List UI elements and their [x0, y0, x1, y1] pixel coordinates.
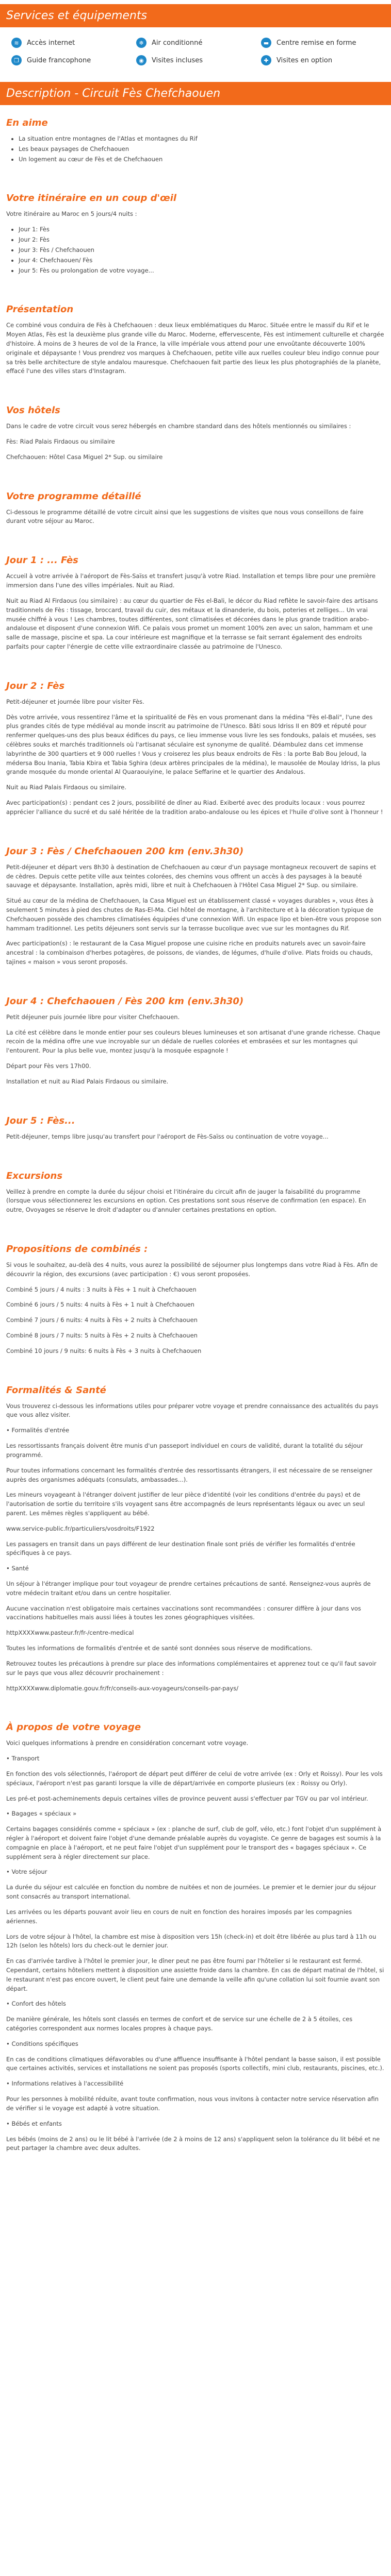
paragraph: Fès: Riad Palais Firdaous ou similaire [6, 438, 115, 445]
paragraph: Chefchaouen: Hôtel Casa Miguel 2* Sup. ou similaire [6, 453, 163, 461]
paragraph: Les ressortissants français doivent être munis d'un passeport individuel en cours de validité, durant la totalité du séjour programmé. [6, 1442, 363, 1459]
paragraph: Voici quelques informations à prendre en considération concernant votre voyage. [6, 1739, 249, 1747]
paragraph: Dès votre arrivée, vous ressentirez l'âme et la spiritualité de Fès en vous promenant dans la médina "Fès el-Bali", l'une des plus grandes cités de type médiéval au monde inscrit au patrimoine de l'Unesco. Bâti sous Idriss II en 809 et réputé pour renfermer quelques-uns des plus beaux édifices du pays, ce lieu immense vous livre les ses fondouks, palais et musées, ses célèbres souks et marchés traditionnels où l'artisanat séculaire est synonyme de qualité. Déambulez dans cet immense labyrinthe de 300 quartiers et 9 000 ruelles ! Vous y croiserez les plus beaux endroits de Fès : la porte Bab Bou Jeloud, la médersa Bou Inania, Tabia Kbira et Tabia Sghira (deux artères principales de la médina), le mausolée de Moulay Idriss, la plus grande mosquée du monde oriental Al Quaraouiyine, le palace Seffarine et le quartier des Andalous. [6, 713, 380, 776]
list-item: • Jour 2: Fès [19, 235, 385, 245]
section-content [0, 1188, 391, 1231]
section-heading: En aime [6, 117, 48, 128]
paragraph: Les bébés (moins de 2 ans) ou le lit bébé à l'arrivée (de 2 à moins de 12 ans) s'appliquent selon la tolérance du lit bébé et ne peut partager la chambre avec deux adultes. [6, 2135, 380, 2152]
service-label: Visites incluses [152, 56, 203, 64]
list-item: • Les beaux paysages de Chefchaouen [19, 145, 385, 154]
paragraph: • Conditions spécifiques [6, 2040, 78, 2047]
description-header: Description - Circuit Fès Chefchaouen [0, 82, 391, 105]
service-item [11, 38, 130, 48]
section-content [0, 572, 391, 668]
list-item: • Jour 5: Fès ou prolongation de votre voyage... [19, 266, 385, 276]
section-content [0, 422, 391, 478]
paragraph: • Bébés et enfants [6, 2120, 62, 2127]
paragraph: Pour les personnes à mobilité réduite, avant toute confirmation, nous vous invitons à contacter notre service réservation afin de vérifier si le voyage est adapté à votre situation. [6, 2095, 379, 2112]
camera-icon: ◉ [136, 55, 146, 65]
snowflake-icon: ❄ [136, 38, 146, 48]
paragraph: Veillez à prendre en compte la durée du séjour choisi et l'itinéraire du circuit afin de jauger la faisabilité du programme (lorsque vous sélectionnerez les excursions en option. Ces prestations sont sous réserve de confirmation (en espace). En outre, Ovoyages se réserve le droit d'adapter ou d'annuler certaines prestations en option. [6, 1188, 366, 1214]
section-heading: À propos de votre voyage [6, 1722, 141, 1733]
paragraph: Aucune vaccination n'est obligatoire mais certaines vaccinations sont recommandées : consurer diffère à jour dans vos vaccinations habituelles mais aussi liées à toutes les zones géographiques visitées. [6, 1604, 361, 1621]
paragraph: Certains bagages considérés comme « spéciaux » (ex : planche de surf, club de golf, vélo, etc.) font l'objet d'un supplément à régler à l'aéroport et doivent faire l'objet d'une demande préalable auprès du voyagiste. Ce genre de bagages est soumis à la compagnie en place à l'aéroport, et ne peut faire l'objet d'un supplément pour le transport des « bagages spéciaux ». Ce supplément sera à régler directement sur place. [6, 1825, 382, 1860]
service-label: Centre remise en forme [276, 39, 356, 47]
paragraph: Ci-dessous le programme détaillé de votre circuit ainsi que les suggestions de visites que nous vous conseillons de faire durant votre séjour au Maroc. [6, 508, 364, 525]
section-heading: Votre programme détaillé [6, 490, 141, 502]
section-content [0, 134, 391, 180]
dumbbell-icon: ▬ [261, 38, 271, 48]
paragraph: Installation et nuit au Riad Palais Firdaous ou similaire. [6, 1077, 169, 1085]
paragraph: httpXXXXwww.pasteur.fr/fr-/centre-medical [6, 1629, 134, 1637]
paragraph: httpXXXXwww.diplomatie.gouv.fr/fr/conseils-aux-voyageurs/conseils-par-pays/ [6, 1684, 239, 1692]
paragraph: • Transport [6, 1755, 40, 1762]
service-label: Guide francophone [27, 56, 91, 64]
paragraph: Les arrivées ou les départs pouvant avoir lieu en cours de nuit en fonction des horaires imposés par les compagnies aériennes. [6, 1908, 352, 1925]
paragraph: www.service-public.fr/particuliers/vosdroits/F1922 [6, 1524, 155, 1532]
book-icon: ❐ [11, 55, 22, 65]
section-heading: Présentation [6, 304, 74, 315]
paragraph: Lors de votre séjour à l'hôtel, la chambre est mise à disposition vers 15h (check-in) et doit être libérée au plus tard à 11h ou 12h (selon les hôtels) lors du check-out le dernier jour. [6, 1933, 377, 1950]
paragraph: Avec participation(s) : pendant ces 2 jours, possibilité de dîner au Riad. Exiberté avec des produits locaux : vous pourrez apprécier l'alliance du sucré et du salé héritée de la tradition arabo-andalouse ou les épices et l'huile d'olive sont à l'honneur ! [6, 799, 383, 816]
paragraph: Combiné 8 jours / 7 nuits: 5 nuits à Fès + 2 nuits à Chefchaouen [6, 1332, 198, 1339]
section-heading: Jour 2 : Fès [6, 680, 65, 691]
paragraph: Petit-déjeuner et journée libre pour visiter Fès. [6, 698, 144, 705]
paragraph: Avec participation(s) : le restaurant de la Casa Miguel propose une cuisine riche en produits naturels avec un savoir-faire ancestral : la combinaison d'herbes potagères, de poissons, de viandes, de légumes, d'huile d'olive. Plats froids ou chauds, tajines « maison » vous seront proposés. [6, 940, 373, 965]
paragraph: • Santé [6, 1565, 29, 1572]
list-item: • La situation entre montagnes de l'Atlas et montagnes du Rif [19, 134, 385, 144]
paragraph: Petit-déjeuner et départ vers 8h30 à destination de Chefchaouen au cœur d'un paysage montagneux recouvert de sapins et de cèdres. Depuis cette petite ville aux teintes colorées, des chemins vous offrent un accès à des paysages à la beauté sauvage et dépaysante. Installation, après midi, libre et nuit à Chefchaouen à l'Hôtel Casa Miguel 2* Sup. ou similaire. [6, 863, 377, 889]
service-label: Air conditionné [152, 39, 203, 47]
paragraph: Combiné 5 jours / 4 nuits : 3 nuits à Fès + 1 nuit à Chefchaouen [6, 1285, 197, 1293]
section-content [0, 698, 391, 834]
paragraph: • Votre séjour [6, 1868, 47, 1876]
paragraph: Ce combiné vous conduira de Fès à Chefchaouen : deux lieux emblématiques du Maroc. Située entre le massif du Rif et le Moyen Atlas, Fès est la deuxième plus grande ville du Maroc. Moderne, effervescente, Fès est intimement culturelle et chargée d'histoire. À moins de 3 heures de vol de la France, la ville impériale vous attend pour une envoûtante découverte 100% originale et dépaysante ! Vous prendrez vos marques à Chefchaouen, petite ville aux ruelles couleur bleu indigo connue pour sa très belle architecture de style andalou mauresque. Chefchaouen fait partie des lieux les plus photographiés de la planète, effacé l'une des villes stars d'Instagram. [6, 321, 384, 375]
paragraph: Si vous le souhaitez, au-delà des 4 nuits, vous aurez la possibilité de séjourner plus longtemps dans votre Riad à Fès. Afin de découvrir la région, des excursions (avec participation : €) vous seront proposées. [6, 1261, 378, 1278]
service-item [261, 55, 380, 65]
content [0, 117, 391, 2170]
section-heading: Formalités & Santé [6, 1384, 106, 1396]
paragraph: Petit-déjeuner, temps libre jusqu'au transfert pour l'aéroport de Fès-Saïss ou continuation de votre voyage... [6, 1132, 329, 1140]
paragraph: Combiné 7 jours / 6 nuits: 4 nuits à Fès + 2 nuits à Chefchaouen [6, 1316, 198, 1324]
list-item: • Jour 3: Fès / Chefchaouen [19, 246, 385, 255]
paragraph: Vous trouverez ci-dessous les informations utiles pour préparer votre voyage et prendre connaissance des actualités du pays que vous allez visiter. [6, 1402, 379, 1419]
section-heading: Votre itinéraire en un coup d'œil [6, 193, 177, 204]
paragraph: Retrouvez toutes les précautions à prendre sur place des informations complémentaires et apprenez tout ce qu'il faut savoir sur le pays que vous allez découvrir prochainement : [6, 1659, 377, 1676]
bullet-list [19, 225, 385, 275]
section-content [0, 863, 391, 984]
paragraph: Toutes les informations de formalités d'entrée et de santé sont données sous réserve de modifications. [6, 1645, 313, 1652]
map-pin-icon: ✚ [261, 55, 271, 65]
section-content [0, 210, 391, 292]
list-item: • Jour 1: Fès [19, 225, 385, 234]
paragraph: En cas de conditions climatiques défavorables ou d'une affluence insuffisante à l'hôtel pendant la basse saison, il est possible que certaines activités, services et installations ne soient pas proposés (sports collectifs, mini club, restaurants, piscines, etc.). [6, 2055, 384, 2072]
paragraph: Combiné 6 jours / 5 nuits: 4 nuits à Fès + 1 nuit à Chefchaouen [6, 1301, 194, 1309]
bullet-list [19, 134, 385, 164]
section-heading: Vos hôtels [6, 405, 60, 416]
section-heading: Jour 5 : Fès... [6, 1115, 75, 1126]
paragraph: Dans le cadre de votre circuit vous serez hébergés en chambre standard dans des hôtels mentionnés ou similaires : [6, 422, 351, 430]
list-item: • Jour 4: Chefchaouen/ Fès [19, 256, 385, 265]
services-grid [0, 27, 391, 71]
service-item [11, 55, 130, 65]
section-heading: Excursions [6, 1170, 63, 1181]
section-content [0, 1261, 391, 1372]
paragraph: En fonction des vols sélectionnés, l'aéroport de départ peut différer de celui de votre arrivée (ex : Orly et Roissy). Pour les vols spéciaux, l'aéroport n'est pas garanti lorsque la ville de départ/arrivée en comporte plusieurs (ex : Roissy ou Orly). [6, 1770, 383, 1787]
wifi-icon: ≋ [11, 38, 22, 48]
paragraph: En cas d'arrivée tardive à l'hôtel le premier jour, le dîner peut ne pas être fourni par l'hôtelier si le restaurant est fermé. Cependant, certains hôteliers mettent à disposition une assiette froide dans la chambre. En cas de départ matinal de l'hôtel, si le restaurant n'est pas encore ouvert, le client peut faire une demande la veille afin qu'une collation lui soit fournie avant son départ. [6, 1957, 384, 1992]
section-content [0, 1739, 391, 2170]
paragraph: La durée du séjour est calculée en fonction du nombre de nuitées et non de journées. Le premier et le dernier jour du séjour sont consacrés au transport international. [6, 1884, 376, 1901]
paragraph: Nuit au Riad Palais Firdaous ou similaire. [6, 784, 127, 791]
paragraph: Petit déjeuner puis journée libre pour visiter Chefchaouen. [6, 1013, 180, 1021]
paragraph: Un séjour à l'étranger implique pour tout voyageur de prendre certaines précautions de santé. Renseignez-vous auprès de votre médecin traitant et/ou dans un centre hospitalier. [6, 1580, 371, 1597]
paragraph: Les pré-et post-acheminements depuis certaines villes de province peuvent aussi s'effectuer par TGV ou par vol intérieur. [6, 1794, 368, 1802]
section-content [0, 508, 391, 543]
paragraph: Les mineurs voyageant à l'étranger doivent justifier de leur pièce d'identité (voir les conditions d'entrée du pays) et de l'autorisation de sortie du territoire s'ils voyagent sans être accompagnés de leurs représentants légaux ou avec un seul parent. Les mêmes règles s'appliquent au bébé. [6, 1491, 365, 1517]
paragraph: La cité est célèbre dans le monde entier pour ses couleurs bleues lumineuses et son artisanat d'une grande richesse. Chaque recoin de la médina offre une vue incroyable sur un dédale de ruelles colorées et embrasées et sur les montagnes qui l'entourent. Pour la plus belle vue, montez jusqu'à la mosquée espagnole ! [6, 1028, 381, 1055]
section-intro: Votre itinéraire au Maroc en 5 jours/4 nuits : [6, 210, 137, 218]
paragraph: • Formalités d'entrée [6, 1427, 70, 1434]
service-item [261, 38, 380, 48]
section-content [0, 321, 391, 393]
paragraph: De manière générale, les hôtels sont classés en termes de confort et de service sur une échelle de 2 à 5 étoiles, ces catégories correspondent aux normes locales propres à chaque pays. [6, 2015, 353, 2032]
list-item: • Un logement au cœur de Fès et de Chefchaouen [19, 155, 385, 164]
service-item [136, 38, 255, 48]
service-item [136, 55, 255, 65]
section-content [0, 1402, 391, 1710]
section-heading: Propositions de combinés : [6, 1243, 148, 1255]
section-heading: Jour 3 : Fès / Chefchaouen 200 km (env.3h30) [6, 845, 244, 857]
paragraph: Situé au cœur de la médina de Chefchaouen, la Casa Miguel est un établissement classé « voyages durables », vous êtes à seulement 5 minutes à pied des chutes de Ras-El-Ma. Ciel hôtel de montagne, à l'architecture et à la décoration typique de Chefchaouen possède des chambres climatisées équipées d'une connexion Wifi. Un espace lipo et bien-être vous propose son hammam traditionnel. Les petits déjeuners sont servis sur la terrasse bucolique avec vue sur les montagnes du Rif. [6, 897, 382, 932]
section-content [0, 1132, 391, 1158]
paragraph: • Informations relatives à l'accessibilité [6, 2080, 124, 2088]
paragraph: Pour toutes informations concernant les formalités d'entrée des ressortissants étrangers, il est nécessaire de se renseigner auprès des organismes adéquats (consulats, ambassades...). [6, 1466, 372, 1483]
section-content [0, 1013, 391, 1103]
section-heading: Jour 4 : Chefchaouen / Fès 200 km (env.3h30) [6, 995, 244, 1007]
service-label: Accès internet [27, 39, 75, 47]
paragraph: Nuit au Riad Al Firdaous (ou similaire) : au cœur du quartier de Fès el-Bali, le décor du Riad reflète le savoir-faire des artisans traditionnels de Fès : tissage, broccard, travail du cuir, des métaux et la dinanderie, du bois, poteries et zelliges... Un vrai musée chiffré à vous ! Les chambres, toutes différentes, sont climatisées et décorées dans le plus grande tradition arabo-andalouse et disposent d'une connexion Wifi. Ce palais vous promet un moment 100% zen avec un salon, hammam et une salle de massage, piscine et spa. La cour intérieure est magnifique et la terrasse se fait serrant également des endroits parfaits pour capter l'énergie de cette ville extraordinaire classée au patrimoine de l'Unesco. [6, 597, 378, 650]
paragraph: • Bagages « spéciaux » [6, 1810, 77, 1818]
paragraph: Départ pour Fès vers 17h00. [6, 1062, 91, 1070]
services-header: Services et équipements [0, 4, 391, 27]
section-heading: Jour 1 : ... Fès [6, 555, 78, 566]
paragraph: • Confort des hôtels [6, 2000, 66, 2008]
paragraph: Combiné 10 jours / 9 nuits: 6 nuits à Fès + 3 nuits à Chefchaouen [6, 1347, 202, 1354]
service-label: Visites en option [276, 56, 333, 64]
paragraph: Accueil à votre arrivée à l'aéroport de Fès-Saïss et transfert jusqu'à votre Riad. Installation et temps libre pour une première immersion dans l'une des villes impériales. Nuit au Riad. [6, 572, 376, 589]
paragraph: Les passagers en transit dans un pays différent de leur destination finale sont priés de vérifier les formalités d'entrée spécifiques à ce pays. [6, 1540, 355, 1557]
